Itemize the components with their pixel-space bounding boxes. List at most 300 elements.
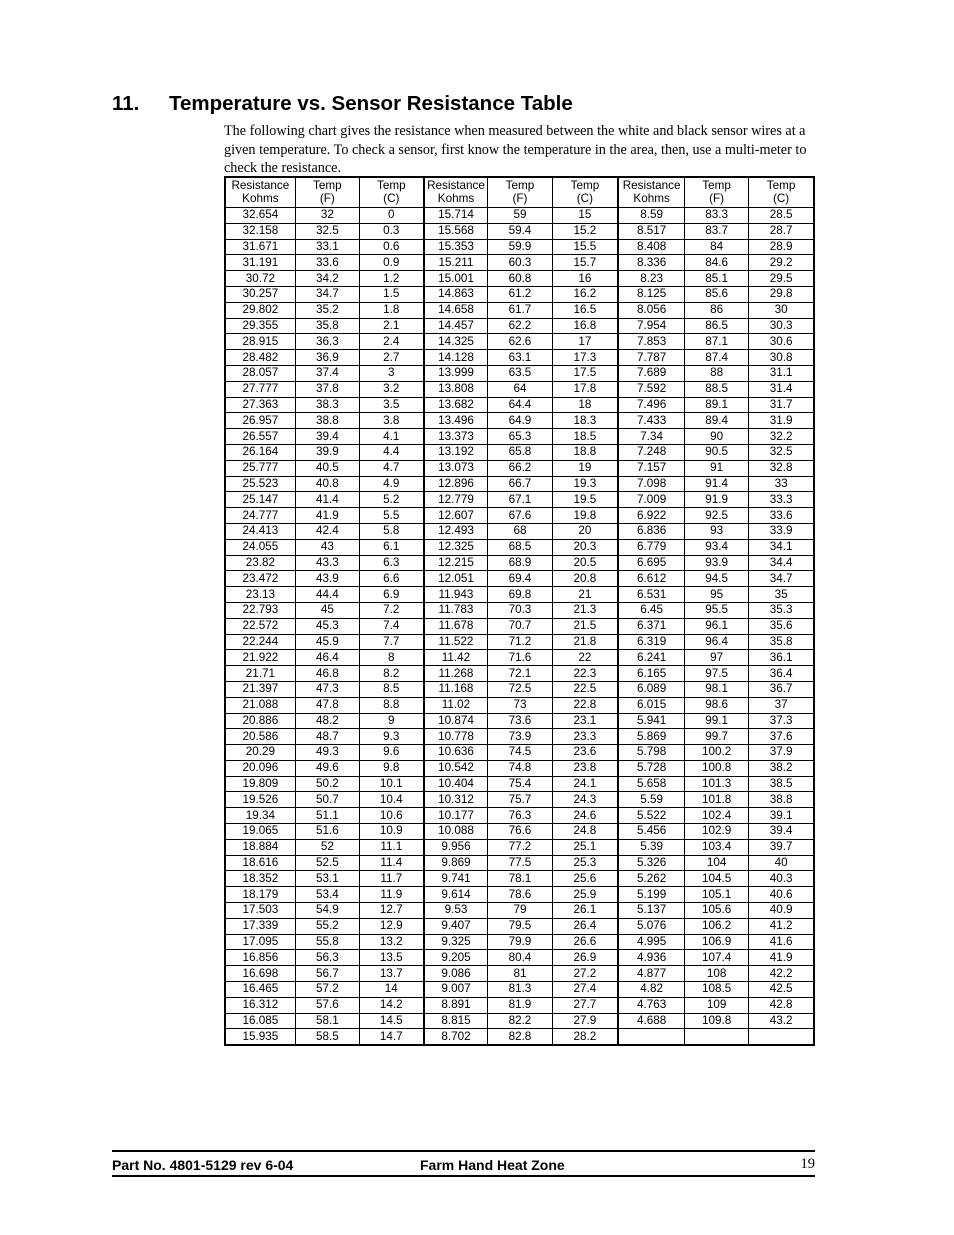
table-cell: 57.2 xyxy=(295,982,359,998)
table-cell: 88.5 xyxy=(684,381,748,397)
table-cell: 91 xyxy=(684,460,748,476)
table-cell: 62.6 xyxy=(488,334,552,350)
table-cell: 4.936 xyxy=(618,950,684,966)
table-row xyxy=(225,713,814,729)
table-cell: 28.2 xyxy=(552,1029,618,1045)
table-cell: 24.8 xyxy=(552,824,618,840)
table-cell: 17.3 xyxy=(552,350,618,366)
table-cell: 9.086 xyxy=(424,966,488,982)
table-cell: 15.7 xyxy=(552,255,618,271)
table-row xyxy=(225,397,814,413)
table-cell: 9.614 xyxy=(424,887,488,903)
table-cell: 41.9 xyxy=(749,950,814,966)
table-cell: 74.5 xyxy=(488,745,552,761)
table-cell: 29.8 xyxy=(749,286,814,302)
table-cell: 8.8 xyxy=(359,697,423,713)
table-cell: 9 xyxy=(359,713,423,729)
table-cell: 63.5 xyxy=(488,365,552,381)
table-cell: 29.355 xyxy=(225,318,295,334)
column-header xyxy=(552,177,618,208)
table-cell: 23.6 xyxy=(552,745,618,761)
table-cell: 7.954 xyxy=(618,318,684,334)
table-cell: 29.2 xyxy=(749,255,814,271)
table-cell: 5.326 xyxy=(618,855,684,871)
table-cell: 31.1 xyxy=(749,365,814,381)
table-cell: 34.1 xyxy=(749,539,814,555)
table-cell: 11.268 xyxy=(424,666,488,682)
table-cell: 91.9 xyxy=(684,492,748,508)
table-cell: 7.689 xyxy=(618,365,684,381)
table-cell: 4.763 xyxy=(618,997,684,1013)
table-cell: 32.5 xyxy=(749,444,814,460)
table-row xyxy=(225,760,814,776)
table-cell: 27.2 xyxy=(552,966,618,982)
table-cell: 13.808 xyxy=(424,381,488,397)
table-cell: 32 xyxy=(295,208,359,224)
table-cell: 18 xyxy=(552,397,618,413)
table-row xyxy=(225,460,814,476)
table-cell: 57.6 xyxy=(295,997,359,1013)
table-row xyxy=(225,1013,814,1029)
footer-bottom-rule xyxy=(112,1175,815,1177)
table-cell: 47.8 xyxy=(295,697,359,713)
table-cell: 11.522 xyxy=(424,634,488,650)
table-cell: 3 xyxy=(359,365,423,381)
column-header-unit: (F) xyxy=(512,191,528,205)
table-cell: 12.051 xyxy=(424,571,488,587)
table-cell: 98.6 xyxy=(684,697,748,713)
table-cell: 14.2 xyxy=(359,997,423,1013)
table-row xyxy=(225,966,814,982)
table-cell: 36.1 xyxy=(749,650,814,666)
table-cell: 30.72 xyxy=(225,271,295,287)
table-cell: 33.9 xyxy=(749,523,814,539)
table-cell: 39.4 xyxy=(749,824,814,840)
table-cell: 0.9 xyxy=(359,255,423,271)
table-cell: 78.1 xyxy=(488,871,552,887)
table-cell: 31.9 xyxy=(749,413,814,429)
table-cell: 27.363 xyxy=(225,397,295,413)
table-cell: 93.9 xyxy=(684,555,748,571)
table-cell: 5.869 xyxy=(618,729,684,745)
table-cell: 21.397 xyxy=(225,681,295,697)
table-cell: 87.1 xyxy=(684,334,748,350)
table-cell: 9.007 xyxy=(424,982,488,998)
table-cell: 94.5 xyxy=(684,571,748,587)
table-cell: 18.884 xyxy=(225,839,295,855)
table-cell: 83.7 xyxy=(684,223,748,239)
table-cell: 79.5 xyxy=(488,918,552,934)
table-cell: 26.1 xyxy=(552,903,618,919)
column-header-label: Temp xyxy=(570,179,600,192)
table-cell: 4.9 xyxy=(359,476,423,492)
table-cell: 27.4 xyxy=(552,982,618,998)
table-cell: 28.915 xyxy=(225,334,295,350)
table-cell: 49.6 xyxy=(295,760,359,776)
table-row xyxy=(225,286,814,302)
table-cell: 26.9 xyxy=(552,950,618,966)
table-cell: 6.922 xyxy=(618,508,684,524)
table-cell: 25.3 xyxy=(552,855,618,871)
table-cell: 104.5 xyxy=(684,871,748,887)
table-cell: 5.8 xyxy=(359,523,423,539)
table-cell: 4.877 xyxy=(618,966,684,982)
table-cell: 10.088 xyxy=(424,824,488,840)
table-cell: 82.8 xyxy=(488,1029,552,1045)
table-row xyxy=(225,555,814,571)
table-cell: 38.5 xyxy=(749,776,814,792)
table-cell: 89.4 xyxy=(684,413,748,429)
table-cell: 100.2 xyxy=(684,745,748,761)
table-cell: 18.5 xyxy=(552,429,618,445)
table-cell: 37 xyxy=(749,697,814,713)
table-cell: 27.9 xyxy=(552,1013,618,1029)
table-cell: 33 xyxy=(749,476,814,492)
table-cell: 80.4 xyxy=(488,950,552,966)
table-row xyxy=(225,887,814,903)
table-cell: 59.4 xyxy=(488,223,552,239)
column-header xyxy=(618,177,684,208)
table-cell: 68 xyxy=(488,523,552,539)
table-cell: 6.9 xyxy=(359,587,423,603)
table-cell: 22.793 xyxy=(225,602,295,618)
column-header-label: Resistance xyxy=(622,179,681,192)
table-cell: 34.7 xyxy=(749,571,814,587)
table-row xyxy=(225,318,814,334)
table-cell: 102.9 xyxy=(684,824,748,840)
table-cell: 83.3 xyxy=(684,208,748,224)
table-cell: 14.128 xyxy=(424,350,488,366)
table-row xyxy=(225,918,814,934)
column-header xyxy=(295,177,359,208)
table-cell: 100.8 xyxy=(684,760,748,776)
table-cell: 39.4 xyxy=(295,429,359,445)
table-cell: 1.5 xyxy=(359,286,423,302)
column-header xyxy=(488,177,552,208)
table-cell: 15.568 xyxy=(424,223,488,239)
table-row xyxy=(225,523,814,539)
table-cell: 4.995 xyxy=(618,934,684,950)
table-cell: 23.8 xyxy=(552,760,618,776)
table-row xyxy=(225,824,814,840)
table-cell: 58.5 xyxy=(295,1029,359,1045)
resistance-table-container xyxy=(224,176,815,1046)
table-cell: 15.935 xyxy=(225,1029,295,1045)
table-cell: 15.2 xyxy=(552,223,618,239)
table-row xyxy=(225,729,814,745)
table-cell: 10.9 xyxy=(359,824,423,840)
table-cell: 92.5 xyxy=(684,508,748,524)
table-cell: 39.7 xyxy=(749,839,814,855)
table-cell: 21.3 xyxy=(552,602,618,618)
column-header-label: Resistance xyxy=(231,179,290,192)
table-cell: 8.5 xyxy=(359,681,423,697)
table-row xyxy=(225,587,814,603)
table-cell: 5.728 xyxy=(618,760,684,776)
table-cell: 12.896 xyxy=(424,476,488,492)
table-cell: 93 xyxy=(684,523,748,539)
column-header xyxy=(749,177,814,208)
table-cell: 10.6 xyxy=(359,808,423,824)
column-header-unit: (C) xyxy=(772,191,790,205)
table-cell: 35.2 xyxy=(295,302,359,318)
table-row xyxy=(225,776,814,792)
column-header-unit: (F) xyxy=(319,191,335,205)
table-cell: 53.4 xyxy=(295,887,359,903)
table-cell: 7.787 xyxy=(618,350,684,366)
footer-part-number: Part No. 4801-5129 rev 6-04 xyxy=(112,1157,294,1173)
table-cell: 42.5 xyxy=(749,982,814,998)
table-cell: 14.5 xyxy=(359,1013,423,1029)
table-cell: 13.7 xyxy=(359,966,423,982)
table-cell: 18.179 xyxy=(225,887,295,903)
table-cell: 19.5 xyxy=(552,492,618,508)
table-cell: 22 xyxy=(552,650,618,666)
table-cell: 17.095 xyxy=(225,934,295,950)
table-cell: 2.1 xyxy=(359,318,423,334)
table-cell: 8.056 xyxy=(618,302,684,318)
table-cell: 22.8 xyxy=(552,697,618,713)
table-cell: 10.404 xyxy=(424,776,488,792)
table-cell: 24.777 xyxy=(225,508,295,524)
table-cell: 5.5 xyxy=(359,508,423,524)
table-cell: 76.3 xyxy=(488,808,552,824)
table-cell: 8 xyxy=(359,650,423,666)
table-row xyxy=(225,271,814,287)
table-cell: 96.1 xyxy=(684,618,748,634)
section-heading xyxy=(112,91,573,117)
table-cell: 38.2 xyxy=(749,760,814,776)
table-cell: 51.1 xyxy=(295,808,359,824)
table-cell: 6.089 xyxy=(618,681,684,697)
table-cell: 40.6 xyxy=(749,887,814,903)
table-cell: 11.7 xyxy=(359,871,423,887)
table-cell: 105.6 xyxy=(684,903,748,919)
table-cell: 5.199 xyxy=(618,887,684,903)
column-header-unit: Kohms xyxy=(437,191,475,205)
table-cell: 17.5 xyxy=(552,365,618,381)
table-row xyxy=(225,444,814,460)
table-cell: 23.82 xyxy=(225,555,295,571)
table-cell: 64.9 xyxy=(488,413,552,429)
table-cell: 6.241 xyxy=(618,650,684,666)
table-body xyxy=(225,208,814,1046)
table-cell: 21.71 xyxy=(225,666,295,682)
table-cell: 12.215 xyxy=(424,555,488,571)
table-cell: 101.8 xyxy=(684,792,748,808)
table-cell: 6.6 xyxy=(359,571,423,587)
table-cell: 8.59 xyxy=(618,208,684,224)
table-cell: 30.6 xyxy=(749,334,814,350)
table-cell: 34.4 xyxy=(749,555,814,571)
table-cell: 28.7 xyxy=(749,223,814,239)
footer-page-number: 19 xyxy=(800,1156,815,1172)
table-cell: 77.2 xyxy=(488,839,552,855)
table-cell: 6.695 xyxy=(618,555,684,571)
table-cell: 13.496 xyxy=(424,413,488,429)
table-cell: 61.2 xyxy=(488,286,552,302)
table-cell: 22.572 xyxy=(225,618,295,634)
table-cell: 35.8 xyxy=(749,634,814,650)
table-cell: 0 xyxy=(359,208,423,224)
footer-product-name: Farm Hand Heat Zone xyxy=(420,1157,565,1173)
table-row xyxy=(225,666,814,682)
table-cell: 35.6 xyxy=(749,618,814,634)
table-cell: 5.137 xyxy=(618,903,684,919)
table-cell: 37.4 xyxy=(295,365,359,381)
table-cell: 8.408 xyxy=(618,239,684,255)
table-cell: 97 xyxy=(684,650,748,666)
table-cell: 19.3 xyxy=(552,476,618,492)
table-cell: 18.616 xyxy=(225,855,295,871)
table-cell: 6.836 xyxy=(618,523,684,539)
table-row xyxy=(225,492,814,508)
table-cell: 20.3 xyxy=(552,539,618,555)
table-cell: 68.5 xyxy=(488,539,552,555)
table-cell: 15.714 xyxy=(424,208,488,224)
table-cell: 17 xyxy=(552,334,618,350)
table-cell: 70.7 xyxy=(488,618,552,634)
table-cell: 6.319 xyxy=(618,634,684,650)
table-cell: 98.1 xyxy=(684,681,748,697)
table-cell: 39.9 xyxy=(295,444,359,460)
table-cell: 5.941 xyxy=(618,713,684,729)
table-cell: 72.1 xyxy=(488,666,552,682)
column-header xyxy=(684,177,748,208)
table-row xyxy=(225,934,814,950)
table-cell: 51.6 xyxy=(295,824,359,840)
table-cell: 5.59 xyxy=(618,792,684,808)
table-cell: 40.3 xyxy=(749,871,814,887)
table-cell: 32.654 xyxy=(225,208,295,224)
table-cell: 5.262 xyxy=(618,871,684,887)
table-cell: 20.29 xyxy=(225,745,295,761)
table-cell: 28.482 xyxy=(225,350,295,366)
table-cell: 47.3 xyxy=(295,681,359,697)
column-header-label: Temp xyxy=(702,179,731,192)
table-cell: 66.2 xyxy=(488,460,552,476)
table-cell: 75.4 xyxy=(488,776,552,792)
table-cell: 17.339 xyxy=(225,918,295,934)
table-cell: 23.3 xyxy=(552,729,618,745)
table-row xyxy=(225,539,814,555)
table-cell: 1.8 xyxy=(359,302,423,318)
table-cell: 55.8 xyxy=(295,934,359,950)
table-cell: 75.7 xyxy=(488,792,552,808)
table-cell: 6.165 xyxy=(618,666,684,682)
table-cell: 11.1 xyxy=(359,839,423,855)
table-cell: 9.407 xyxy=(424,918,488,934)
table-row xyxy=(225,808,814,824)
table-cell: 78.6 xyxy=(488,887,552,903)
table-cell: 9.6 xyxy=(359,745,423,761)
table-cell: 7.853 xyxy=(618,334,684,350)
table-cell: 24.6 xyxy=(552,808,618,824)
table-cell xyxy=(684,1029,748,1045)
table-cell: 24.1 xyxy=(552,776,618,792)
table-cell: 85.6 xyxy=(684,286,748,302)
table-cell: 53.1 xyxy=(295,871,359,887)
table-cell: 20 xyxy=(552,523,618,539)
table-cell: 10.874 xyxy=(424,713,488,729)
table-cell: 81.9 xyxy=(488,997,552,1013)
table-cell: 6.531 xyxy=(618,587,684,603)
table-cell: 50.7 xyxy=(295,792,359,808)
table-cell: 52 xyxy=(295,839,359,855)
table-cell: 60.8 xyxy=(488,271,552,287)
table-cell: 72.5 xyxy=(488,681,552,697)
table-cell: 43 xyxy=(295,539,359,555)
table-cell: 9.8 xyxy=(359,760,423,776)
table-cell: 16.2 xyxy=(552,286,618,302)
table-cell: 6.612 xyxy=(618,571,684,587)
table-cell: 35.8 xyxy=(295,318,359,334)
table-cell: 10.542 xyxy=(424,760,488,776)
table-cell: 103.4 xyxy=(684,839,748,855)
table-cell: 48.7 xyxy=(295,729,359,745)
section-number: 11. xyxy=(112,92,140,115)
table-cell: 31.7 xyxy=(749,397,814,413)
table-cell: 25.777 xyxy=(225,460,295,476)
table-cell: 37.8 xyxy=(295,381,359,397)
table-cell: 14.863 xyxy=(424,286,488,302)
table-row xyxy=(225,903,814,919)
table-cell: 30.3 xyxy=(749,318,814,334)
table-cell: 105.1 xyxy=(684,887,748,903)
table-row xyxy=(225,334,814,350)
table-cell: 20.886 xyxy=(225,713,295,729)
table-cell: 8.336 xyxy=(618,255,684,271)
table-cell: 73.9 xyxy=(488,729,552,745)
table-cell: 26.557 xyxy=(225,429,295,445)
table-row xyxy=(225,681,814,697)
table-cell: 86 xyxy=(684,302,748,318)
table-cell: 21.088 xyxy=(225,697,295,713)
table-cell: 14.7 xyxy=(359,1029,423,1045)
table-cell: 64.4 xyxy=(488,397,552,413)
table-cell: 18.3 xyxy=(552,413,618,429)
table-cell: 38.8 xyxy=(295,413,359,429)
table-cell: 70.3 xyxy=(488,602,552,618)
footer-top-rule xyxy=(112,1150,815,1152)
table-cell: 50.2 xyxy=(295,776,359,792)
table-cell: 71.6 xyxy=(488,650,552,666)
table-cell: 31.671 xyxy=(225,239,295,255)
table-cell: 16.8 xyxy=(552,318,618,334)
table-cell: 7.098 xyxy=(618,476,684,492)
table-cell: 10.1 xyxy=(359,776,423,792)
table-cell: 84.6 xyxy=(684,255,748,271)
table-cell: 41.6 xyxy=(749,934,814,950)
table-cell: 21.8 xyxy=(552,634,618,650)
table-cell: 36.7 xyxy=(749,681,814,697)
table-cell: 95 xyxy=(684,587,748,603)
table-cell: 6.779 xyxy=(618,539,684,555)
table-cell: 25.147 xyxy=(225,492,295,508)
table-cell: 12.9 xyxy=(359,918,423,934)
table-cell: 65.3 xyxy=(488,429,552,445)
table-cell: 39.1 xyxy=(749,808,814,824)
table-cell: 5.076 xyxy=(618,918,684,934)
table-row xyxy=(225,381,814,397)
table-cell: 16.698 xyxy=(225,966,295,982)
table-cell: 45.3 xyxy=(295,618,359,634)
table-cell: 15.5 xyxy=(552,239,618,255)
table-cell: 73.6 xyxy=(488,713,552,729)
column-header-label: Temp xyxy=(505,179,535,192)
table-cell: 7.2 xyxy=(359,602,423,618)
table-cell: 59.9 xyxy=(488,239,552,255)
